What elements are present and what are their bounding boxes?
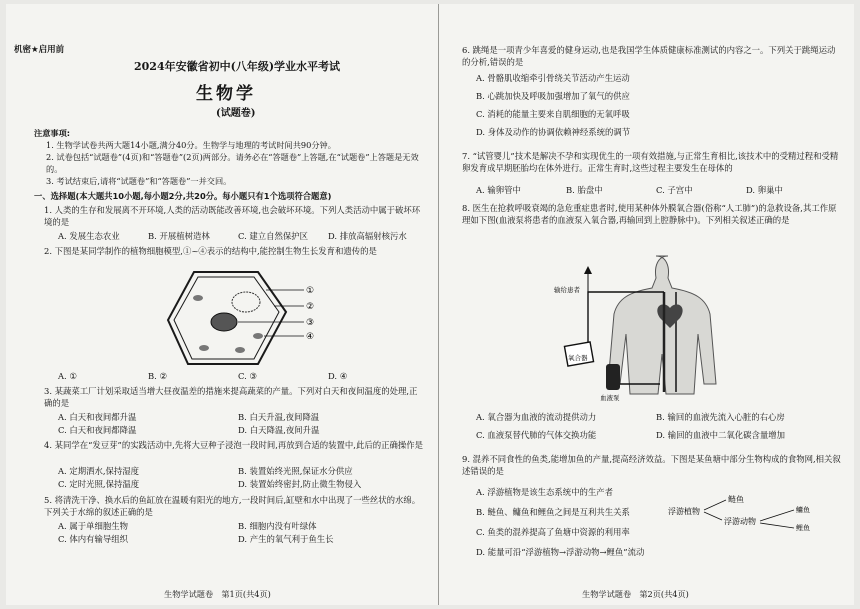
option-b[interactable]: B. 细胞内没有叶绿体 — [238, 521, 317, 531]
option-c[interactable]: C. 定时光照,保持温度 — [58, 478, 140, 489]
option-b[interactable]: B. 心跳加快及呼吸加强增加了氧气的供应 — [476, 91, 630, 101]
node-phytoplankton: 浮游植物 — [668, 507, 700, 516]
page-footer: 生物学试题卷 第1页(共4页) — [164, 589, 271, 599]
label-blood-pump: 血液泵 — [600, 394, 620, 402]
option-b[interactable]: B. 装置始终光照,保证水分供应 — [238, 466, 353, 476]
note-item: 1. 生物学试卷共两大题14小题,满分40分。生物学与地理的考试时间共90分钟。 — [46, 140, 336, 150]
notes-heading: 注意事项: — [34, 128, 71, 138]
note-item: 3. 考试结束后,请将“试题卷”和“答题卷”一并交回。 — [46, 175, 232, 186]
node-bighead-carp: 鳙鱼 — [796, 506, 810, 514]
option-c[interactable]: C. ③ — [238, 371, 257, 381]
chloroplast — [193, 295, 203, 301]
option-a[interactable]: A. 发展生态农业 — [58, 231, 120, 241]
note-item: 2. 试卷包括“试题卷”(4页)和“答题卷”(2页)两部分。请务必在“答题卷”上答题,在“试题卷”上答题是无效的。 — [46, 151, 419, 174]
option-d[interactable]: D. 装置始终密封,防止微生物侵入 — [238, 478, 362, 489]
page-footer: 生物学试题卷 第2页(共4页) — [582, 589, 689, 599]
arrow-up — [584, 266, 592, 274]
exam-title: 2024年安徽省初中(八年级)学业水平考试 — [134, 60, 341, 73]
question-7-options — [476, 184, 842, 196]
label-oxygenator: 氧合器 — [568, 354, 588, 362]
question-3-options — [58, 411, 424, 436]
question-6: 6. 跳绳是一项青少年喜爱的健身运动,也是我国学生体质健康标准测试的内容之一。下列关于跳绳运动的分析,错误的是 — [462, 45, 836, 68]
exam-sheet — [6, 4, 854, 605]
page-2 — [452, 4, 844, 605]
option-d[interactable]: D. 身体及动作的协调依赖神经系统的调节 — [476, 127, 631, 137]
question-6-options — [476, 72, 842, 144]
option-b[interactable]: B. 鲢鱼、鳙鱼和鲤鱼之间是互利共生关系 — [476, 507, 630, 517]
cell-label-4: ④ — [306, 332, 315, 342]
ecmo-diagram — [548, 252, 748, 402]
blood-pump — [606, 364, 620, 390]
option-a[interactable]: A. 属于单细胞生物 — [58, 521, 128, 531]
question-1-options — [58, 230, 424, 242]
option-c[interactable]: C. 子宫中 — [656, 185, 693, 195]
cell-label-2: ② — [306, 302, 315, 312]
question-2: 2. 下图是某同学制作的植物细胞模型,①~④表示的结构中,能控制生物生长发育和遗传的是 — [44, 246, 377, 256]
option-b[interactable]: B. ② — [148, 371, 167, 381]
option-d[interactable]: D. 产生的氧气利于鱼生长 — [238, 533, 334, 544]
option-c[interactable]: C. 消耗的能量主要来自肌细胞的无氧呼吸 — [476, 109, 630, 119]
node-zooplankton: 浮游动物 — [724, 517, 756, 526]
page-1 — [14, 4, 426, 605]
option-a[interactable]: A. 骨骼肌收缩牵引骨绕关节活动产生运动 — [476, 73, 630, 83]
option-d[interactable]: D. 卵巢中 — [746, 185, 783, 195]
option-c[interactable]: C. 体内有输导组织 — [58, 533, 129, 544]
chloroplast — [253, 333, 263, 339]
secret-label: 机密★启用前 — [14, 45, 65, 55]
option-d[interactable]: D. 输回的血液中二氧化碳含量增加 — [656, 430, 785, 440]
food-web-diagram — [668, 488, 838, 538]
label-to-patient: 输给患者 — [554, 286, 580, 294]
option-d[interactable]: D. 白天降温,夜间升温 — [238, 424, 320, 435]
vacuole — [232, 292, 260, 312]
option-d[interactable]: D. ④ — [328, 371, 348, 381]
page-divider — [438, 4, 439, 605]
option-c[interactable]: C. 鱼类的混养提高了鱼塘中资源的利用率 — [476, 527, 630, 537]
question-9: 9. 混养不同食性的鱼类,能增加鱼的产量,提高经济效益。下图是某鱼塘中部分生物构成的食物网,相关叙述错误的是 — [462, 454, 841, 477]
option-d[interactable]: D. 排放高辐射核污水 — [328, 231, 407, 241]
option-a[interactable]: A. 输卵管中 — [476, 185, 521, 195]
question-9-options — [476, 486, 696, 566]
question-8: 8. 医生在抢救呼吸衰竭的急危重症患者时,使用某种体外膜氧合器(俗称“人工肺”)的急救设备,其工作原理如下图(血液泵将患者的血液泵入氧合器,再输回到上腔静脉中)。下列相关叙述正确的是 — [462, 203, 837, 226]
subject-title: 生物学 — [196, 84, 256, 104]
chloroplast — [235, 347, 245, 353]
question-4: 4. 某同学在“发豆芽”的实践活动中,先将大豆种子浸泡一段时间,再放到合适的装置中,此后的正确操作是 — [44, 440, 423, 450]
plant-cell-diagram — [154, 266, 334, 368]
section-heading: 一、选择题(本大题共10小题,每小题2分,共20分。每小题只有1个选项符合题意) — [34, 191, 332, 201]
question-8-options — [476, 411, 842, 442]
option-b[interactable]: B. 输回的血液先流入心脏的右心房 — [656, 412, 785, 422]
question-1: 1. 人类的生存和发展离不开环境,人类的活动既能改善环境,也会破坏环境。下列人类活动中属于破坏环境的是 — [44, 205, 421, 228]
option-d[interactable]: D. 能量可沿“浮游植物→浮游动物→鲤鱼”流动 — [476, 547, 645, 557]
question-2-options — [58, 370, 424, 382]
option-a[interactable]: A. 白天和夜间都升温 — [58, 412, 137, 422]
question-4-options — [58, 465, 424, 490]
option-c[interactable]: C. 建立自然保护区 — [238, 231, 309, 241]
option-c[interactable]: C. 血液泵替代肺的气体交换功能 — [476, 430, 597, 440]
option-a[interactable]: A. ① — [58, 371, 77, 381]
nucleus — [211, 313, 237, 331]
option-c[interactable]: C. 白天和夜间都降温 — [58, 424, 137, 435]
option-b[interactable]: B. 胎盘中 — [566, 185, 603, 195]
option-a[interactable]: A. 浮游植物是该生态系统中的生产者 — [476, 487, 613, 497]
cell-label-3: ③ — [306, 318, 315, 328]
torso-outline — [608, 256, 716, 394]
option-a[interactable]: A. 氧合器为血液的流动提供动力 — [476, 412, 597, 422]
node-common-carp: 鲤鱼 — [796, 524, 810, 532]
cell-label-1: ① — [306, 286, 315, 296]
question-5: 5. 将清洗干净、换水后的鱼缸放在温暖有阳光的地方,一段时间后,缸壁和水中出现了一些丝状的水绵。下列关于水绵的叙述正确的是 — [44, 495, 421, 518]
option-b[interactable]: B. 开展植树造林 — [148, 231, 210, 241]
notes-list — [46, 140, 422, 188]
node-silver-carp: 鲢鱼 — [728, 495, 744, 504]
question-5-options — [58, 520, 424, 545]
paper-kind: (试题卷) — [216, 108, 256, 119]
option-b[interactable]: B. 白天升温,夜间降温 — [238, 412, 320, 422]
chloroplast — [199, 345, 209, 351]
option-a[interactable]: A. 定期洒水,保持湿度 — [58, 466, 140, 476]
question-7: 7. “试管婴儿”技术是解决不孕和实现优生的一项有效措施,与正常生育相比,该技术中的受精过程和受精卵发育成早期胚胎均在体外进行。正常生育时,这些过程主要发生在母体的 — [462, 151, 839, 174]
question-3: 3. 某蔬菜工厂计划采取适当增大昼夜温差的措施来提高蔬菜的产量。下列对白天和夜间温度的处理,正确的是 — [44, 386, 418, 409]
